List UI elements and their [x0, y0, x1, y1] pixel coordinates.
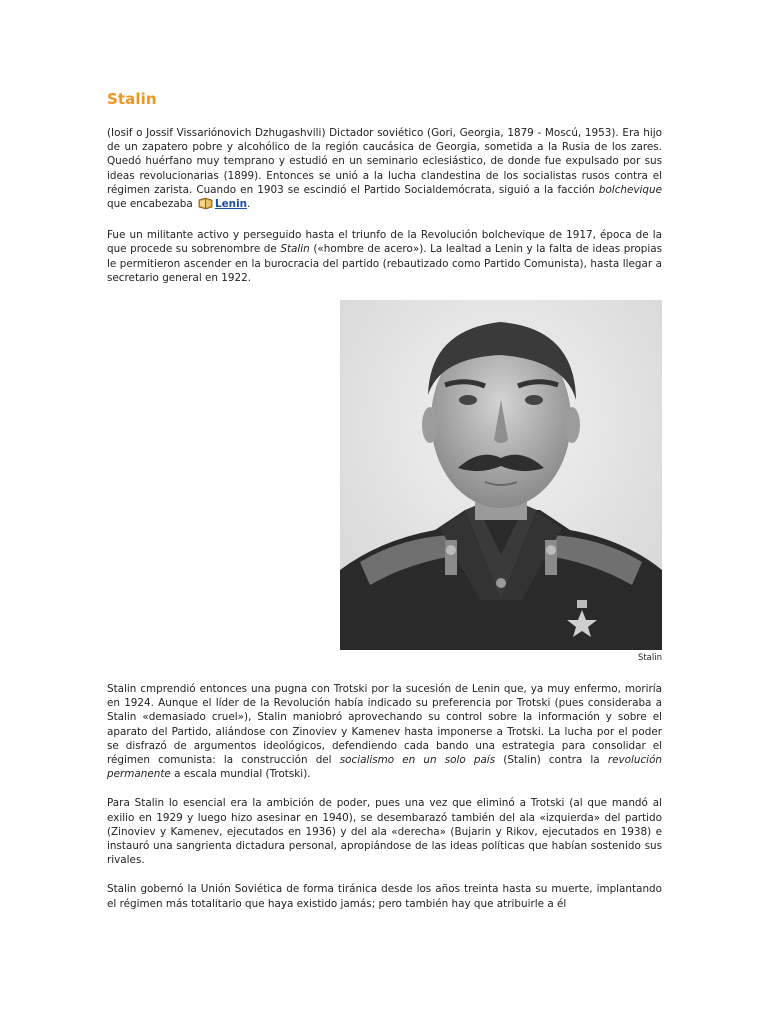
figure	[340, 300, 662, 664]
paragraph-intro	[107, 126, 662, 214]
paragraph-struggle	[107, 682, 662, 781]
paragraph-text: (Stalin) contra la	[495, 754, 608, 767]
paragraph-text: que encabezaba	[107, 198, 197, 211]
emphasis-socialismo: socialismo en un solo país	[339, 754, 496, 767]
emphasis-stalin: Stalin	[280, 243, 310, 256]
paragraph-militant	[107, 228, 662, 285]
paragraph-text: .	[247, 198, 251, 211]
emphasis-revolucion: revolución permanente	[107, 754, 663, 781]
book-icon	[198, 197, 213, 214]
paragraph-text: («hombre de acero»). La lealtad a Lenin y la falta de ideas propias le permitieron ascender en la burocracia del partido (rebautizado como Partido Comunista), hasta llegar a secretario general en 1922.	[107, 243, 662, 284]
article	[107, 90, 662, 926]
paragraph-text: a escala mundial (Trotski).	[170, 768, 311, 781]
figure-caption: Stalin	[637, 653, 662, 664]
paragraph-power: Para Stalin lo esencial era la ambición de poder, pues una vez que eliminó a Trotski (al que mandó al exilio en 1929 y luego hizo asesinar en 1940), se desembarazó también del ala «izquierda» del partido (Zinoviev y Kamenev, ejecutados en 1936) y del ala «derecha» (Bujarin y Rikov, ejecutados en 1938) e instauró una sangrienta dictadura personal, apropiándose de las ideas políticas que habían sostenido sus rivales.	[107, 797, 662, 867]
lenin-link[interactable]: Lenin	[215, 198, 248, 211]
page-title: Stalin	[107, 90, 157, 108]
stalin-portrait	[340, 300, 662, 650]
emphasis-bolchevique: bolchevique	[598, 183, 662, 196]
paragraph-text: (Iosif o Jossif Vissariónovich Dzhugashvili) Dictador soviético (Gori, Georgia, 1879 - Moscú, 1953). Era hijo de un zapatero pobre y alcohólico de la región caucásica de Georgia, sometida a la Rusia de los zares. Quedó huérfano muy temprano y estudió en un seminario eclesiástico, de donde fue expulsado por sus ideas revolucionarias (1899). Entonces se unió a la lucha clandestina de los socialistas rusos contra el régimen zarista. Cuando en 1903 se escindió el Partido Socialdemócrata, siguió a la facción	[107, 127, 662, 196]
paragraph-text: Fue un militante activo y perseguido hasta el triunfo de la Revolución bolchevique de 1917, época de la que procede su sobrenombre de	[107, 229, 662, 256]
paragraph-text: Stalin cmprendió entonces una pugna con Trotski por la sucesión de Lenin que, ya muy enfermo, moriría en 1924. Aunque el líder de la Revolución había indicado su preferencia por Trotski (pues consideraba a Stalin «demasiado cruel»), Stalin maniobró aprovechando su control sobre la información y sobre el aparato del Partido, aliándose con Zinoviev y Kamenev hasta imponerse a Trotski. La lucha por el poder se disfrazó de argumentos ideológicos, defendiendo cada bando una estrategia para consolidar el régimen comunista: la construcción del	[107, 683, 662, 767]
paragraph-rule: Stalin gobernó la Unión Soviética de forma tiránica desde los años treinta hasta su muerte, implantando el régimen más totalitario que haya existido jamás; pero también hay que atribuirle a él	[107, 883, 662, 910]
